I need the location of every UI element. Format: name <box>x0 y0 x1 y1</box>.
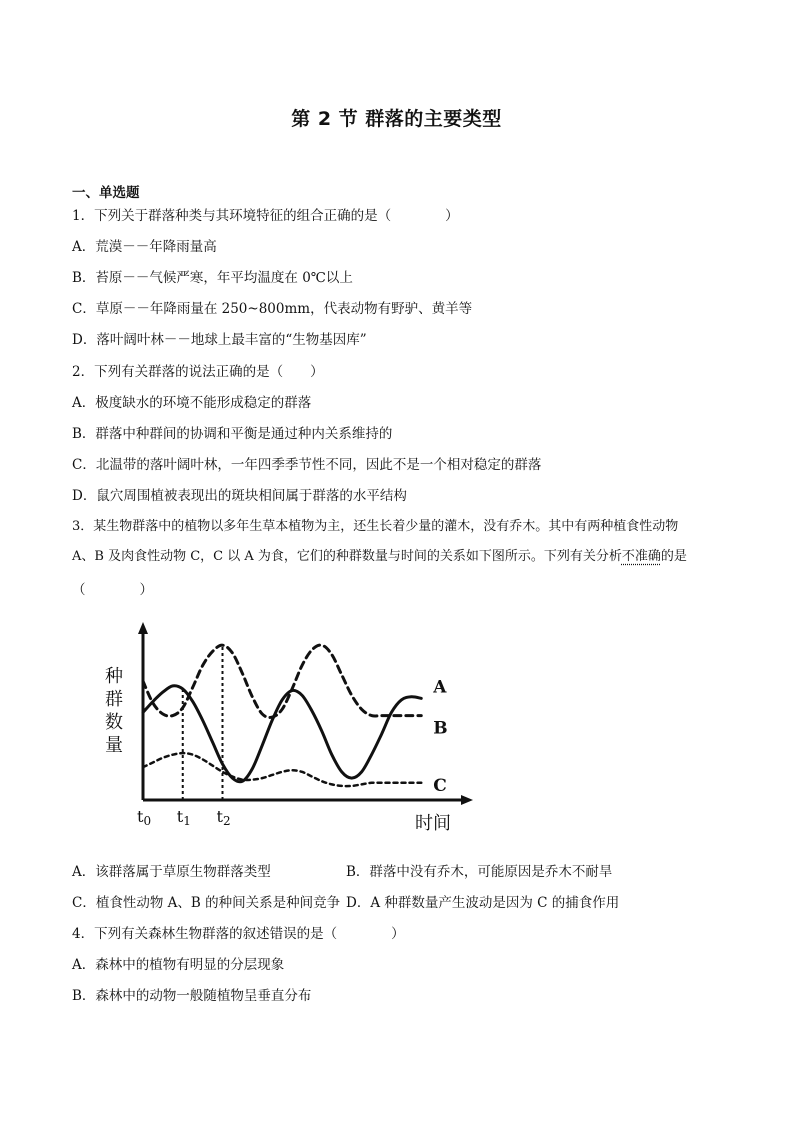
q4-option-b: B．森林中的动物一般随植物呈垂直分布 <box>72 988 312 1004</box>
q1-option-b: B．苔原－－气候严寒，年平均温度在 0℃以上 <box>72 270 353 286</box>
q2-option-c: C．北温带的落叶阔叶林，一年四季季节性不同，因此不是一个相对稳定的群落 <box>72 457 542 473</box>
q3-stem-emphasis: 不准确 <box>621 549 661 564</box>
series-label-c: C <box>433 775 447 796</box>
x-tick-label-t1: t1 <box>176 807 191 828</box>
q3-stem-line2 <box>72 548 687 566</box>
series-line-a <box>143 686 421 782</box>
section-heading: 一、单选题 <box>72 185 140 201</box>
y-axis-label-char: 群 <box>105 689 123 710</box>
q4-stem: 4．下列有关森林生物群落的叙述错误的是（ ） <box>72 926 405 942</box>
q4-option-a: A．森林中的植物有明显的分层现象 <box>72 957 285 973</box>
q1-option-d: D．落叶阔叶林－－地球上最丰富的“生物基因库” <box>72 332 367 348</box>
q2-option-a: A．极度缺水的环境不能形成稳定的群落 <box>72 395 312 411</box>
q3-option-b: B．群落中没有乔木，可能原因是乔木不耐旱 <box>346 864 613 880</box>
page-title: 第 2 节 群落的主要类型 <box>291 108 502 130</box>
q3-stem-line3: （ ） <box>72 582 153 598</box>
q3-option-c: C．植食性动物 A、B 的种间关系是种间竞争 <box>72 895 341 911</box>
population-chart <box>95 620 475 835</box>
y-axis-label-char: 数 <box>105 712 123 733</box>
q1-option-c: C．草原－－年降雨量在 250~800mm，代表动物有野驴、黄羊等 <box>72 301 473 317</box>
q3-option-d: D．A 种群数量产生波动是因为 C 的捕食作用 <box>346 895 620 911</box>
q2-stem: 2．下列有关群落的说法正确的是（ ） <box>72 364 324 380</box>
q3-option-a: A．该群落属于草原生物群落类型 <box>72 864 271 880</box>
q1-stem: 1．下列关于群落种类与其环境特征的组合正确的是（ ） <box>72 208 459 224</box>
series-label-b: B <box>433 718 448 739</box>
x-axis-label: 时间 <box>415 813 451 834</box>
q2-option-d: D．鼠穴周围植被表现出的斑块相间属于群落的水平结构 <box>72 488 407 504</box>
series-label-a: A <box>433 677 447 698</box>
x-axis-arrow <box>461 795 473 805</box>
y-axis-label-char: 量 <box>105 735 123 756</box>
q3-stem-line2-pre: A、B 及肉食性动物 C，C 以 A 为食，它们的种群数量与时间的关系如下图所示。下列有关分析 <box>72 549 622 564</box>
y-axis-arrow <box>138 622 148 634</box>
q3-stem-line2-post: 的是 <box>660 549 687 564</box>
series-line-b <box>143 645 421 717</box>
q1-option-a: A．荒漠－－年降雨量高 <box>72 239 217 255</box>
series-line-c <box>143 753 421 786</box>
x-tick-label-t2: t2 <box>216 807 231 828</box>
y-axis-label-char: 种 <box>105 666 123 687</box>
x-tick-label-t0: t0 <box>137 807 152 828</box>
q3-stem-line1: 3．某生物群落中的植物以多年生草本植物为主，还生长着少量的灌木，没有乔木。其中有两种植食性动物 <box>72 519 679 534</box>
q2-option-b: B．群落中种群间的协调和平衡是通过种内关系维持的 <box>72 426 393 442</box>
